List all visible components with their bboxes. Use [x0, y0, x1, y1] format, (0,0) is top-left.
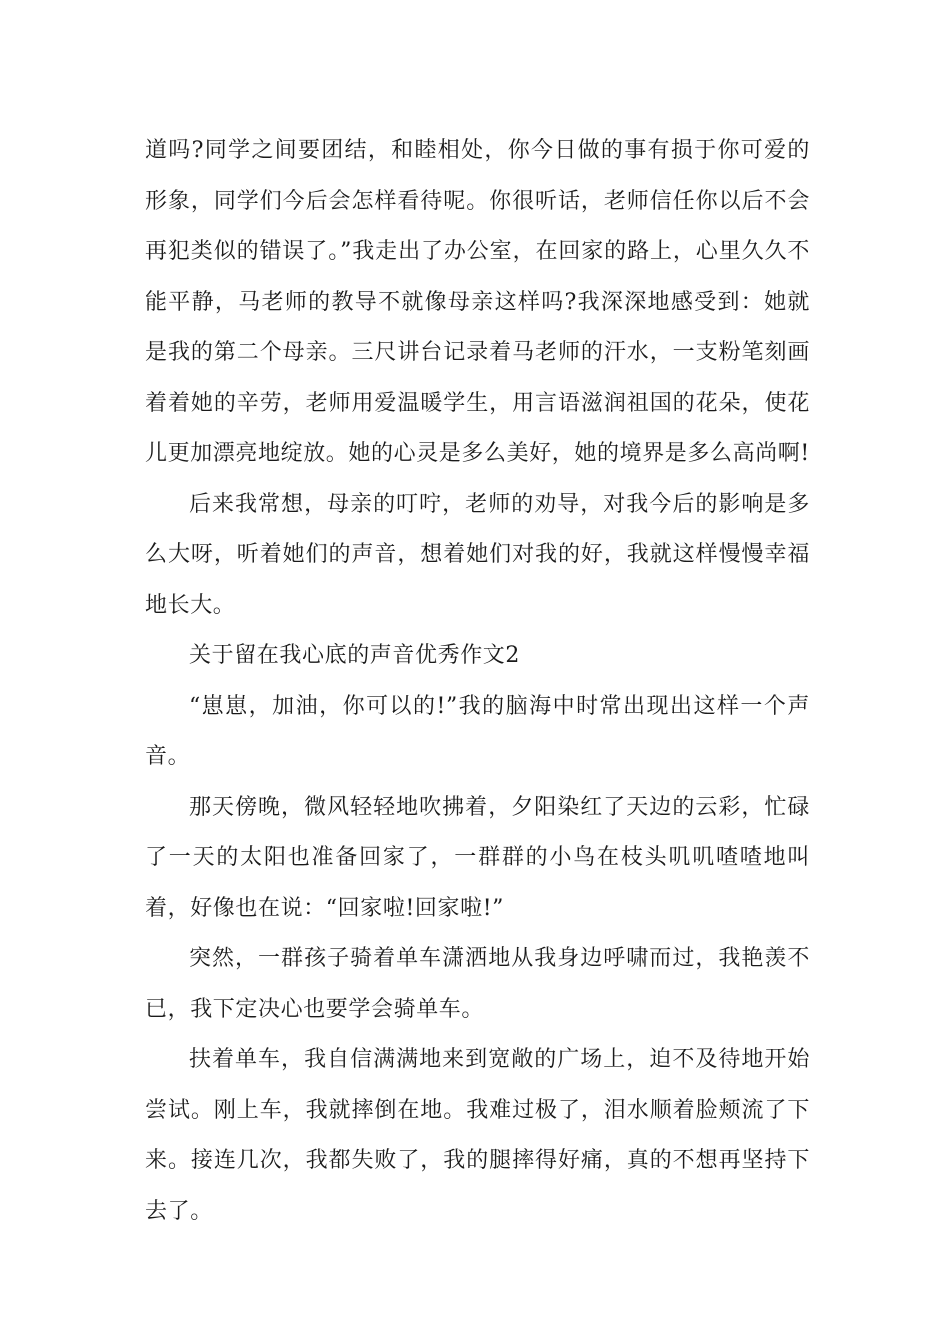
document-body [145, 126, 810, 1237]
paragraph-2: 后来我常想，母亲的叮咛，老师的劝导，对我今后的影响是多么大呀，听着她们的声音，想着她们对我的好，我就这样慢慢幸福地长大。 [145, 491, 810, 618]
paragraph-6: 扶着单车，我自信满满地来到宽敞的广场上，迫不及待地开始尝试。刚上车，我就摔倒在地。我难过极了，泪水顺着脸颊流了下来。接连几次，我都失败了，我的腿摔得好痛，真的不想再坚持下去了。 [145, 1047, 810, 1224]
paragraph-5: 突然，一群孩子骑着单车潇洒地从我身边呼啸而过，我艳羡不已，我下定决心也要学会骑单车。 [145, 946, 810, 1022]
paragraph-3: “崽崽，加油，你可以的!”我的脑海中时常出现出这样一个声音。 [145, 693, 810, 769]
section-heading: 关于留在我心底的声音优秀作文2 [189, 643, 520, 668]
paragraph-4: 那天傍晚，微风轻轻地吹拂着，夕阳染红了天边的云彩，忙碌了一天的太阳也准备回家了，一群群的小鸟在枝头叽叽喳喳地叫着，好像也在说：“回家啦!回家啦!” [145, 794, 810, 921]
paragraph-1: 道吗?同学之间要团结，和睦相处，你今日做的事有损于你可爱的形象，同学们今后会怎样看待呢。你很听话，老师信任你以后不会再犯类似的错误了。”我走出了办公室，在回家的路上，心里久久不能平静，马老师的教导不就像母亲这样吗?我深深地感受到：她就是我的第二个母亲。三尺讲台记录着马老师的汗水，一支粉笔刻画着着她的辛劳，老师用爱温暖学生，用言语滋润祖国的花朵，使花儿更加漂亮地绽放。她的心灵是多么美好，她的境界是多么高尚啊! [145, 138, 810, 466]
